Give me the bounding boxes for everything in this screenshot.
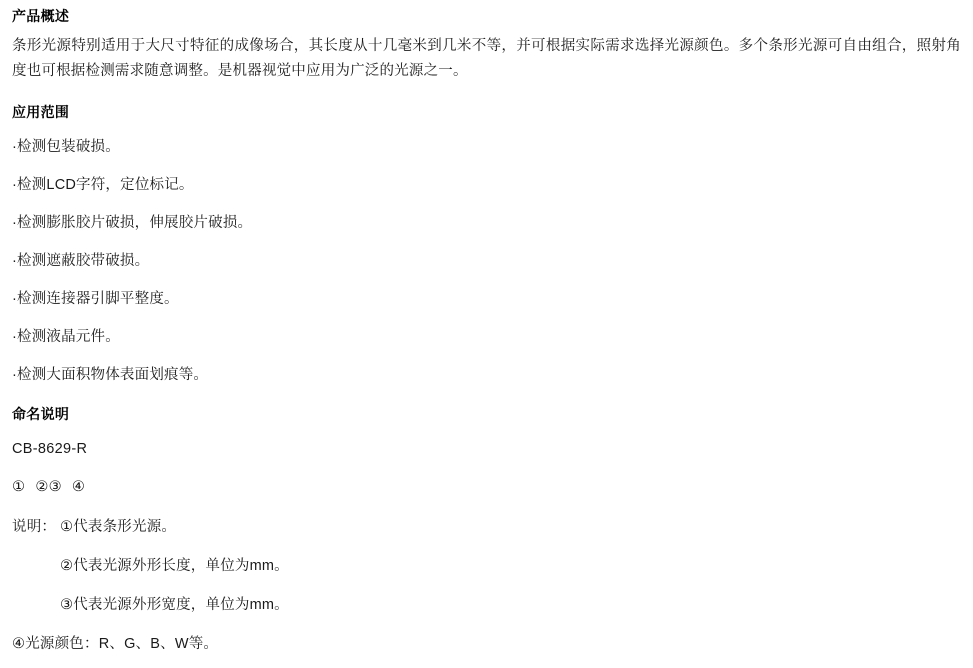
list-item: ·检测LCD字符，定位标记。 xyxy=(12,177,194,193)
section-heading-overview: 产品概述 xyxy=(12,8,70,24)
naming-note-row-4 xyxy=(12,633,961,655)
section-heading-application: 应用范围 xyxy=(12,104,70,120)
marker-4: ④ xyxy=(71,479,86,495)
note-text-1: ①代表条形光源。 xyxy=(60,519,177,535)
marker-1: ① xyxy=(12,479,26,495)
note-label: 说明： xyxy=(12,519,57,535)
list-item: ·检测连接器引脚平整度。 xyxy=(12,291,179,307)
list-item: ·检测膨胀胶片破损，伸展胶片破损。 xyxy=(12,215,253,231)
note-text-4: ④光源颜色：R、G、B、W等。 xyxy=(12,636,219,652)
naming-note-row-2 xyxy=(12,555,961,577)
naming-note-row-3 xyxy=(12,594,961,616)
note-text-2: ②代表光源外形长度，单位为mm。 xyxy=(60,558,289,574)
overview-paragraph: 条形光源特别适用于大尺寸特征的成像场合，其长度从十几毫米到几米不等，并可根据实际需求选择光源颜色。多个条形光源可自由组合，照射角度也可根据检测需求随意调整。是机器视觉中应用为广泛的光源之一。 xyxy=(12,38,961,79)
marker-2-3: ②③ xyxy=(35,479,62,495)
model-code: CB-8629-R xyxy=(12,441,88,457)
naming-note-row-1 xyxy=(12,516,961,538)
list-item: ·检测液晶元件。 xyxy=(12,329,120,345)
section-heading-naming: 命名说明 xyxy=(12,406,70,422)
model-marker-row xyxy=(12,476,961,498)
list-item: ·检测遮蔽胶带破损。 xyxy=(12,253,150,269)
list-item: ·检测大面积物体表面划痕等。 xyxy=(12,367,209,383)
list-item: ·检测包装破损。 xyxy=(12,139,120,155)
note-text-3: ③代表光源外形宽度，单位为mm。 xyxy=(60,597,289,613)
